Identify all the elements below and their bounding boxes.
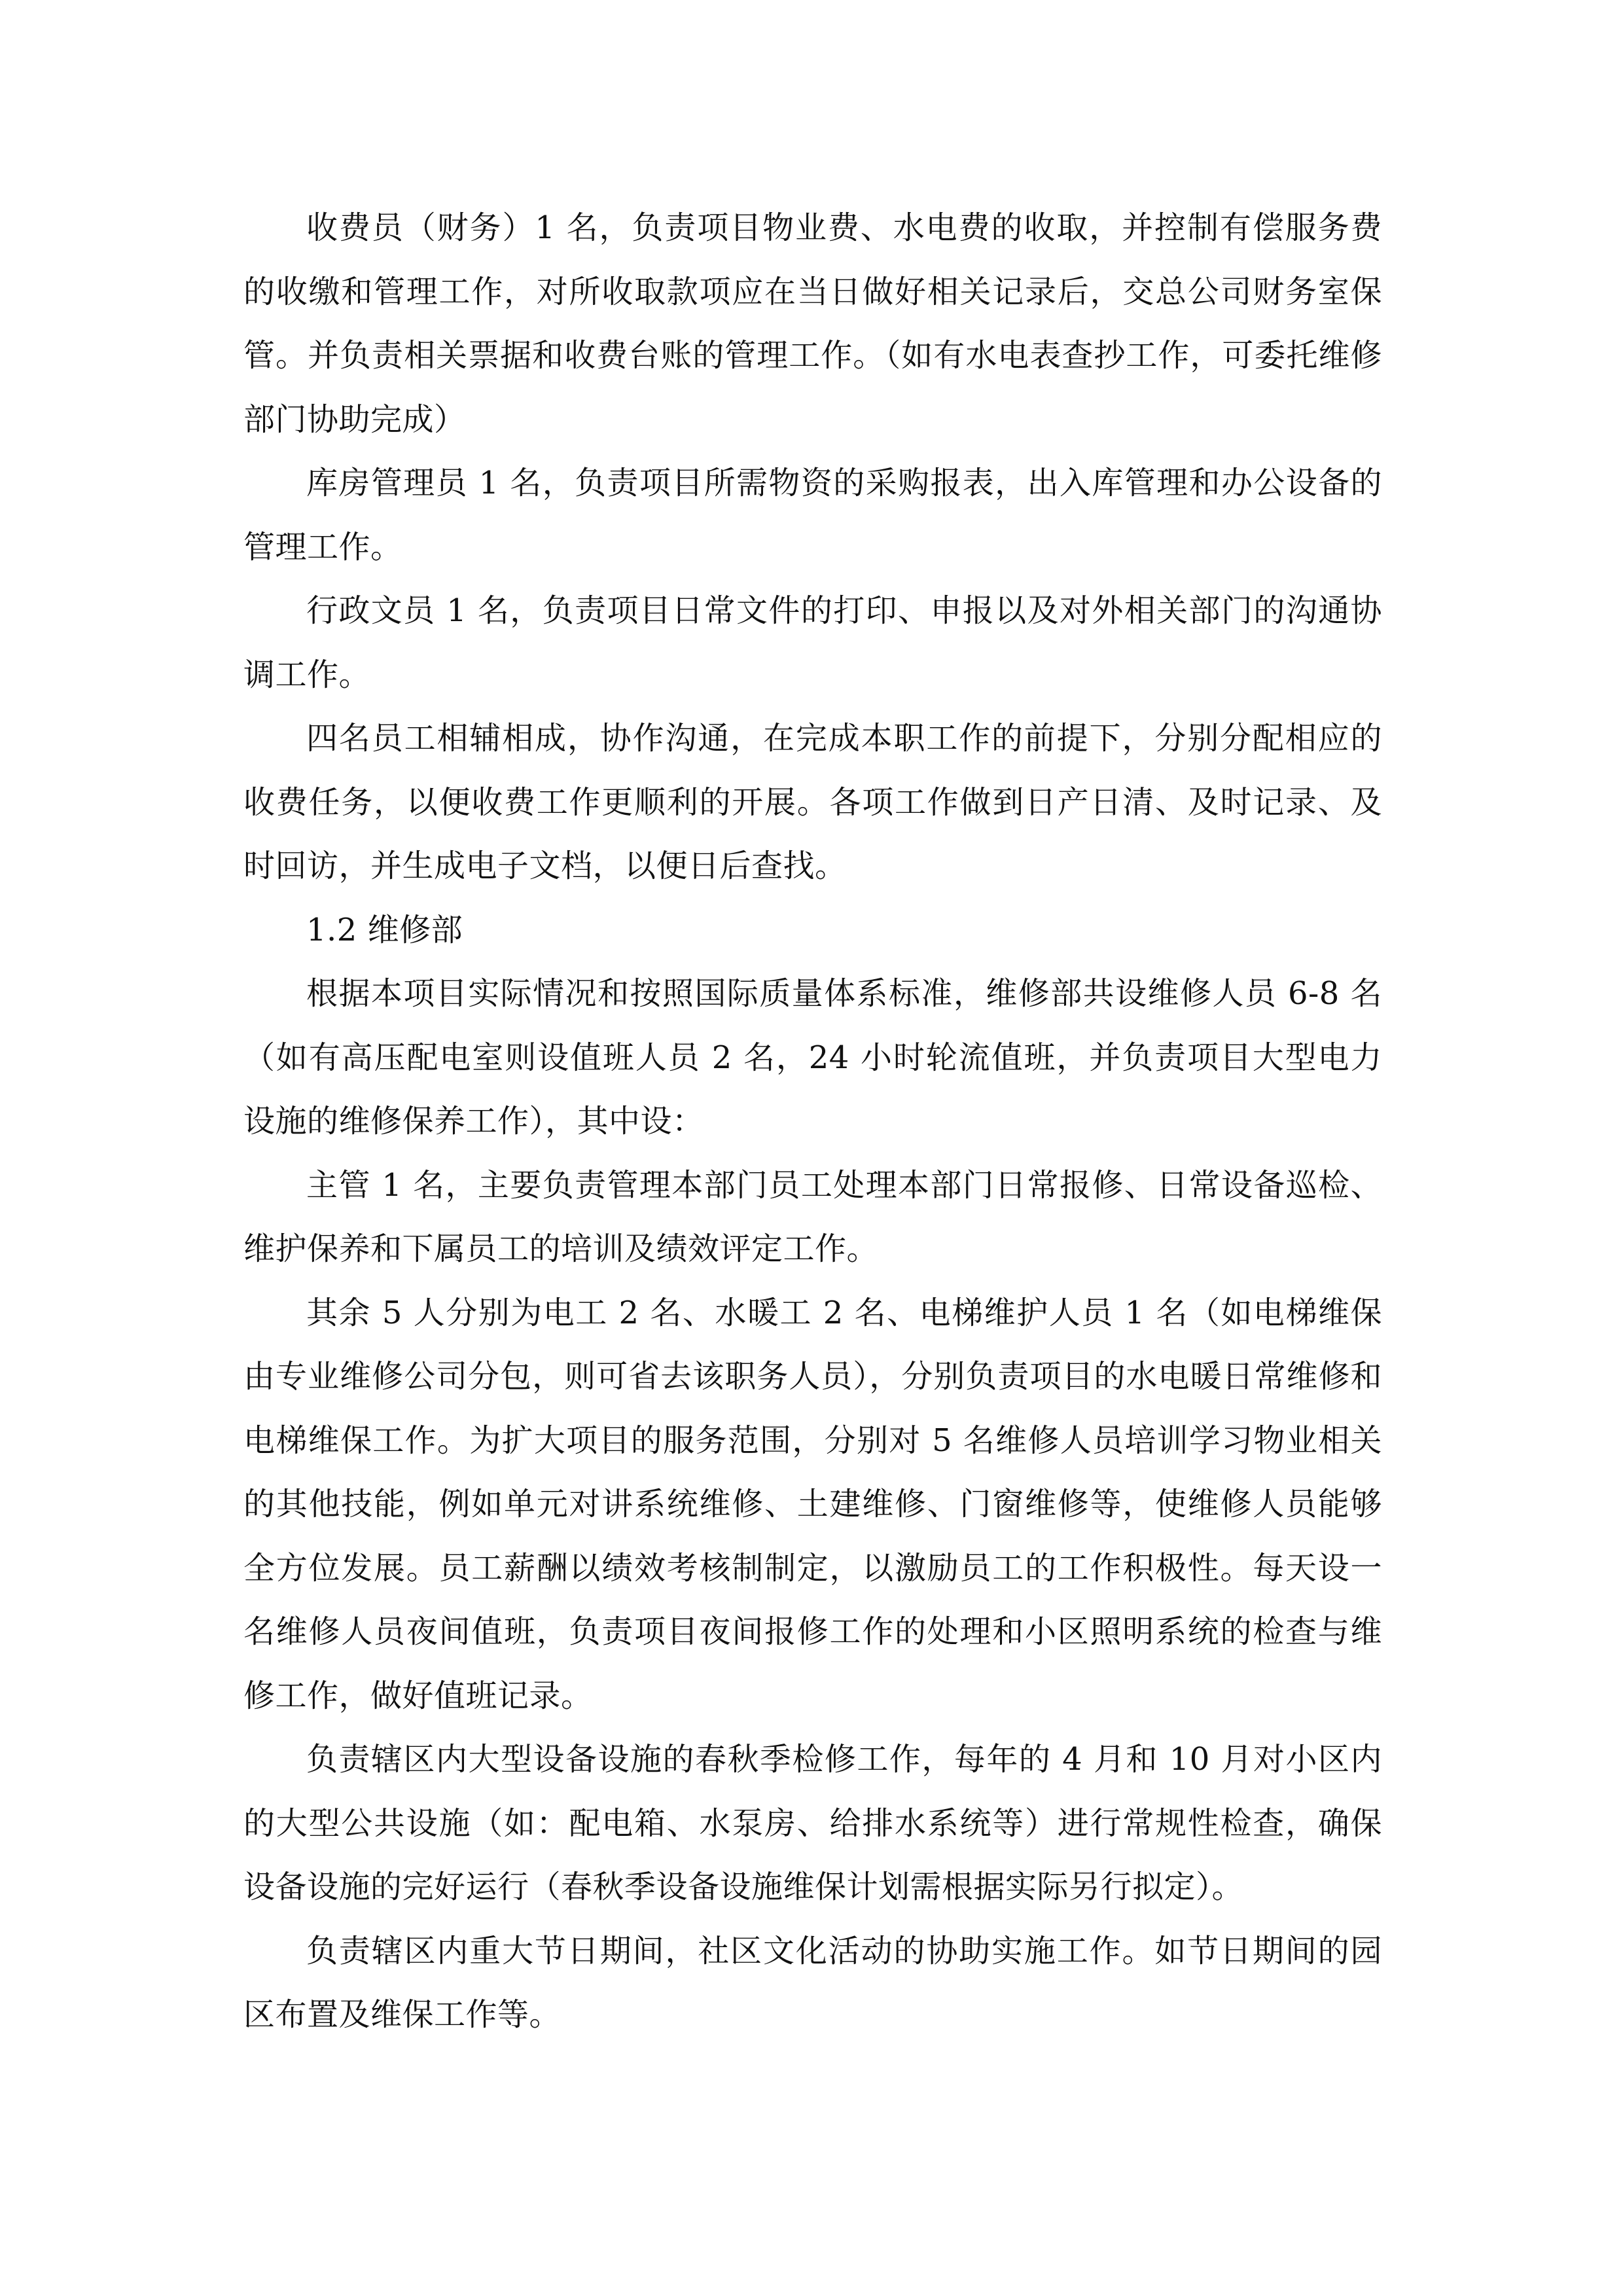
paragraph-cashier: 收费员（财务）1 名，负责项目物业费、水电费的收取，并控制有偿服务费的收缴和管理工作，对所收取款项应在当日做好相关记录后，交总公司财务室保管。并负责相关票据和收费台账的管理工作。（如有水电表查抄工作，可委托维修部门协助完成） bbox=[243, 209, 1382, 438]
paragraph-seasonal-inspection: 负责辖区内大型设备设施的春秋季检修工作，每年的 4 月和 10 月对小区内的大型公共设施（如：配电箱、水泵房、给排水系统等）进行常规性检查，确保设备设施的完好运行（春秋季设备设施维保计划需根据实际另行拟定）。 bbox=[243, 1741, 1382, 1905]
paragraph-holiday-support: 负责辖区内重大节日期间，社区文化活动的协助实施工作。如节日期间的园区布置及维保工作等。 bbox=[243, 1932, 1382, 2033]
paragraph-admin-clerk: 行政文员 1 名，负责项目日常文件的打印、申报以及对外相关部门的沟通协调工作。 bbox=[243, 592, 1382, 693]
paragraph-other-staff: 其余 5 人分别为电工 2 名、水暖工 2 名、电梯维护人员 1 名（如电梯维保由专业维修公司分包，则可省去该职务人员），分别负责项目的水电暖日常维修和电梯维保工作。为扩大项目的服务范围，分别对 5 名维修人员培训学习物业相关的其他技能，例如单元对讲系统维修、土建维修、门窗维修等，使维修人员能够全方位发展。员工薪酬以绩效考核制制定，以激励员工的工作积极性。每天设一名维修人员夜间值班，负责项目夜间报修工作的处理和小区照明系统的检查与维修工作，做好值班记录。 bbox=[243, 1294, 1382, 1714]
paragraph-team-cooperation: 四名员工相辅相成，协作沟通，在完成本职工作的前提下，分别分配相应的收费任务，以便收费工作更顺利的开展。各项工作做到日产日清、及时记录、及时回访，并生成电子文档，以便日后查找。 bbox=[243, 720, 1382, 884]
paragraph-supervisor: 主管 1 名，主要负责管理本部门员工处理本部门日常报修、日常设备巡检、维护保养和下属员工的培训及绩效评定工作。 bbox=[243, 1166, 1382, 1267]
document-body bbox=[243, 196, 1382, 2047]
paragraph-warehouse-keeper: 库房管理员 1 名，负责项目所需物资的采购报表，出入库管理和办公设备的管理工作。 bbox=[243, 465, 1382, 565]
paragraph-maintenance-staffing: 根据本项目实际情况和按照国际质量体系标准，维修部共设维修人员 6-8 名（如有高压配电室则设值班人员 2 名，24 小时轮流值班，并负责项目大型电力设施的维修保养工作），其中设： bbox=[243, 975, 1382, 1139]
section-heading-maintenance: 1.2 维修部 bbox=[306, 911, 463, 948]
